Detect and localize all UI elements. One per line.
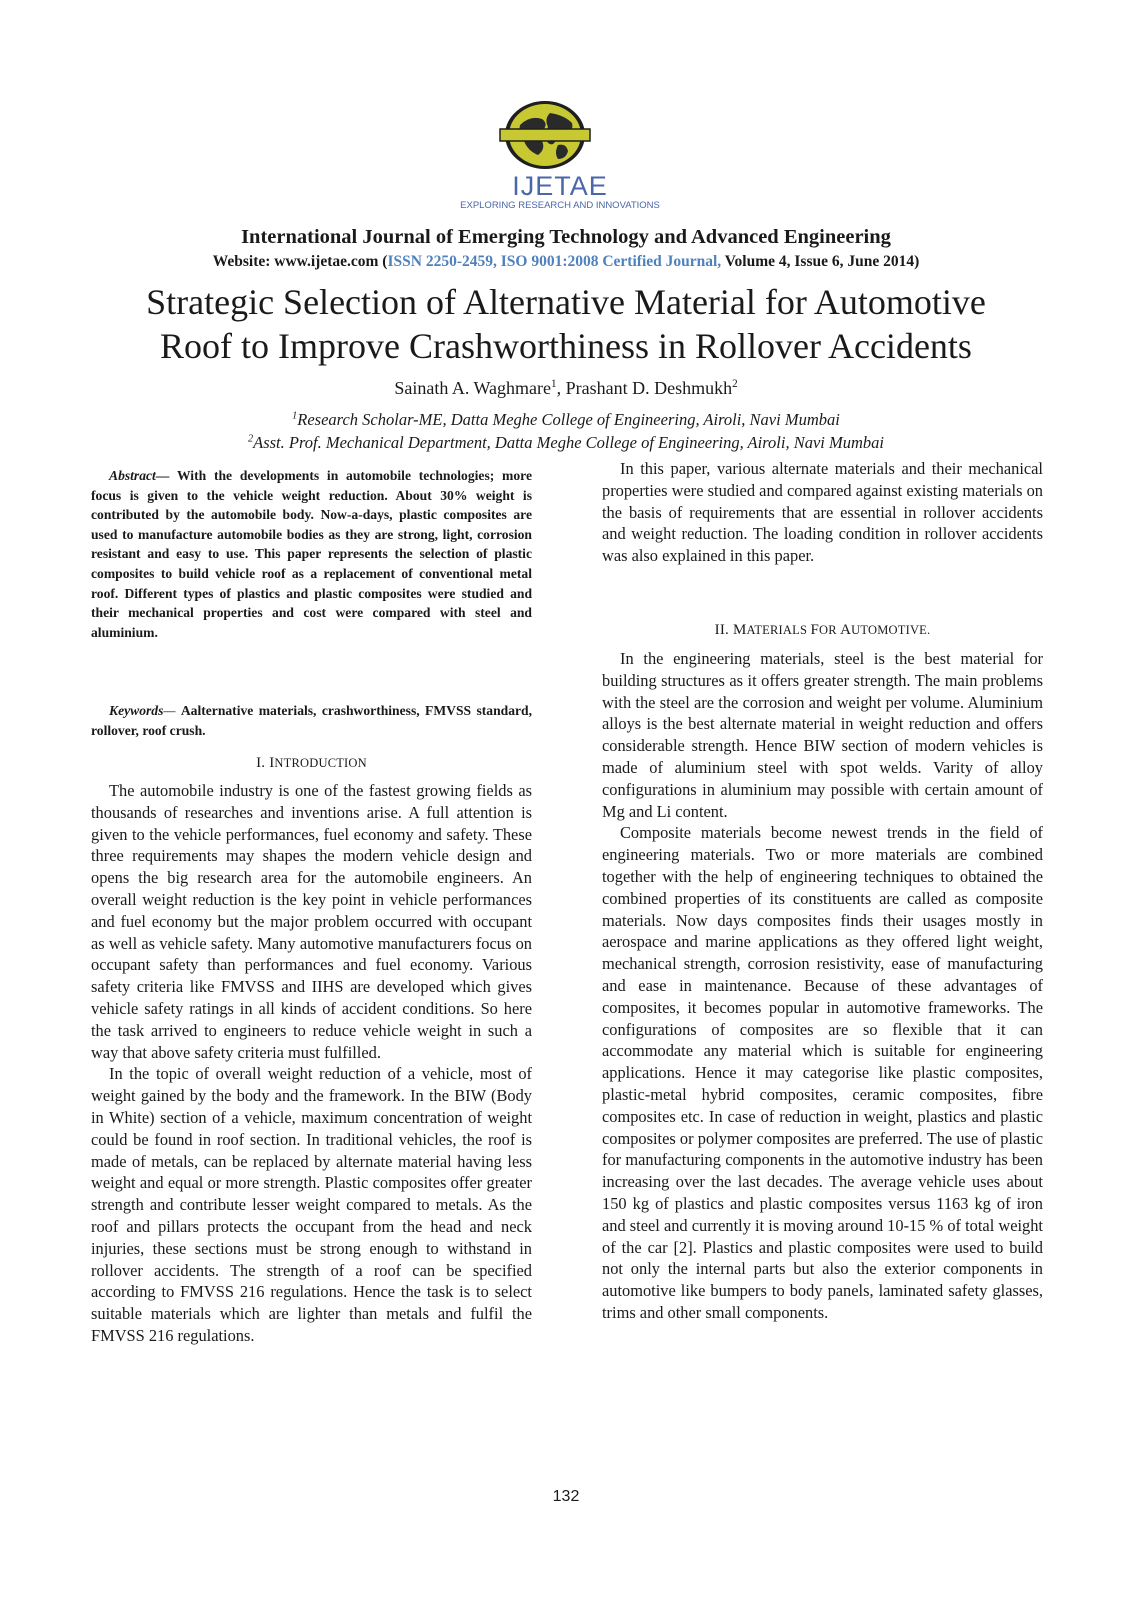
- right-intro-body: [602, 458, 1043, 567]
- author-2-affiliation-marker: 2: [732, 378, 738, 390]
- journal-name: International Journal of Emerging Technology and Advanced Engineering: [241, 226, 891, 248]
- website-prefix: Website: www.ijetae.com (: [212, 253, 388, 270]
- page-number: 132: [552, 1488, 580, 1505]
- keywords-text: Aalternative materials, crashworthiness, FMVSS standard, rollover, roof crush.: [91, 703, 532, 738]
- affiliation-1-marker: 1: [292, 410, 298, 422]
- journal-website-line: [0, 253, 1132, 271]
- section-2-number: II.: [714, 622, 733, 638]
- title-line-2: Roof to Improve Crashworthiness in Rollover Accidents: [160, 326, 972, 366]
- materials-body: [602, 648, 1043, 1324]
- title-line-1: Strategic Selection of Alternative Material for Automotive: [146, 282, 986, 322]
- section-2-rest-2: OR: [819, 623, 841, 637]
- affiliation-2-marker: 2: [248, 433, 254, 445]
- abstract-text: With the developments in automobile technologies; more focus is given to the vehicle weight reduction. About 30% weight is contributed by the automobile body. Now-a-days, plastic composites are used to manufacture automobile bodies as they are strong, light, corrosion resistant and easy to use. This paper represents the selection of plastic composites to build vehicle roof as a replacement of conventional metal roof. Different types of plastics and plastic composites were studied and their mechanical properties and cost were compared with steel and aluminium.: [91, 468, 532, 640]
- keywords-label: Keywords: [109, 703, 164, 718]
- affiliation-1: [0, 410, 1132, 430]
- logo-wordmark: IJETAE: [512, 171, 608, 201]
- section-heading-materials: [602, 622, 1043, 639]
- abstract-label: Abstract—: [109, 468, 170, 483]
- section-heading-introduction: [91, 755, 532, 772]
- section-1-initial: I: [269, 755, 275, 771]
- author-2: Prashant D. Deshmukh: [565, 378, 733, 398]
- section-2-initial-2: F: [810, 622, 819, 638]
- section-2-initial-3: A: [840, 622, 852, 638]
- introduction-body: [91, 780, 532, 1347]
- paper-title: [80, 280, 1052, 368]
- issn-text: ISSN 2250-2459, ISO 9001:2008 Certified Journal,: [387, 253, 722, 270]
- author-separator: ,: [556, 378, 566, 398]
- section-2-initial-1: M: [732, 622, 747, 638]
- keywords: [91, 701, 532, 740]
- author-1: Sainath A. Waghmare: [394, 378, 552, 398]
- logo-tagline: EXPLORING RESEARCH AND INNOVATIONS: [460, 200, 660, 211]
- section-2-rest-3: UTOMOTIVE.: [851, 623, 931, 637]
- affiliation-2-text: Asst. Prof. Mechanical Department, Datta Meghe College of Engineering, Airoli, Navi Mumbai: [253, 433, 884, 452]
- intro-paragraph-1: The automobile industry is one of the fastest growing fields as thousands of researches and inventions arise. A full attention is given to the vehicle performances, fuel economy and safety. These three requirements may shapes the modern vehicle design and opens the big research area for the automobile engineers. An overall weight reduction is the key point in vehicle performances and fuel economy but the major problem occurred with occupant as well as vehicle safety. Many automotive manufacturers focus on occupant safety than performances and fuel economy. Various safety criteria like FMVSS and IIHS are developed which gives vehicle safety ratings in all kinds of accident conditions. So here the task arrived to engineers to reduce vehicle weight in such a way that above safety criteria must fulfilled.: [91, 781, 532, 1062]
- globe-icon: [440, 95, 680, 175]
- journal-logo: [440, 95, 680, 213]
- keywords-dash: —: [163, 703, 181, 718]
- affiliation-2: [0, 433, 1132, 453]
- right-paragraph-1: In this paper, various alternate materials and their mechanical properties were studied and compared against existing materials on the basis of requirements that are essential in rollover accidents and weight reduction. The loading condition in rollover accidents was also explained in this paper.: [602, 459, 1043, 566]
- author-1-affiliation-marker: 1: [551, 378, 557, 390]
- section-1-number: I.: [256, 755, 270, 771]
- materials-paragraph-1: In the engineering materials, steel is the best material for building structures as it offers greater strength. The main problems with the steel are the corrosion and weight per volume. Aluminium alloys is the best alternate material in weight reduction and offers considerable strength. Hence BIW section of modern vehicles is made of aluminium steel with spot welds. Varity of alloy configurations in aluminium may possible with certain amount of Mg and Li content.: [602, 649, 1043, 821]
- section-2-rest-1: ATERIALS: [746, 623, 811, 637]
- affiliation-1-text: Research Scholar-ME, Datta Meghe College of Engineering, Airoli, Navi Mumbai: [297, 410, 840, 429]
- abstract: [91, 466, 532, 642]
- intro-paragraph-2: In the topic of overall weight reduction of a vehicle, most of weight gained by the body and the framework. In the BIW (Body in White) section of a vehicle, maximum concentration of weight could be found in roof section. In traditional vehicles, the roof is made of metals, can be replaced by alternate material having less weight and equal or more strength. Plastic composites offer greater strength and contribute lesser weight compared to metals. As the roof and pillars protects the occupant from the head and neck injuries, these sections must be strong enough to withstand in rollover accidents. The strength of a roof can be specified according to FMVSS 216 regulations. Hence the task is to select suitable materials which are lighter than metals and fulfil the FMVSS 216 regulations.: [91, 1064, 532, 1345]
- volume-issue: Volume 4, Issue 6, June 2014): [721, 253, 920, 270]
- author-list: [0, 378, 1132, 399]
- section-1-rest: NTRODUCTION: [274, 756, 367, 770]
- materials-paragraph-2: Composite materials become newest trends in the field of engineering materials. Two or more materials are combined together with the help of engineering techniques to obtained the combined properties of its constituents are called as composite materials. Now days composites finds their usages mostly in aerospace and marine applications as they offered light weight, mechanical strength, corrosion resistivity, ease of manufacturing and ease in maintenance. Because of these advantages of composites, it becomes popular in automotive frameworks. The configurations of composites are so flexible that it can accommodate any material which is suitable for engineering applications. Hence it may categorise like plastic composites, plastic-metal hybrid composites, ceramic composites, fibre composites etc. In case of reduction in weight, plastics and plastic composites or polymer composites are preferred. The use of plastic for manufacturing components in the automotive industry has been increasing over the last decades. The average vehicle uses about 150 kg of plastics and plastic composites versus 1163 kg of iron and steel and currently it is moving around 10-15 % of total weight of the car [2]. Plastics and plastic composites were used to build not only the internal parts but also the exterior components in automotive like bumpers to body panels, laminated safety glasses, trims and other small components.: [602, 823, 1043, 1322]
